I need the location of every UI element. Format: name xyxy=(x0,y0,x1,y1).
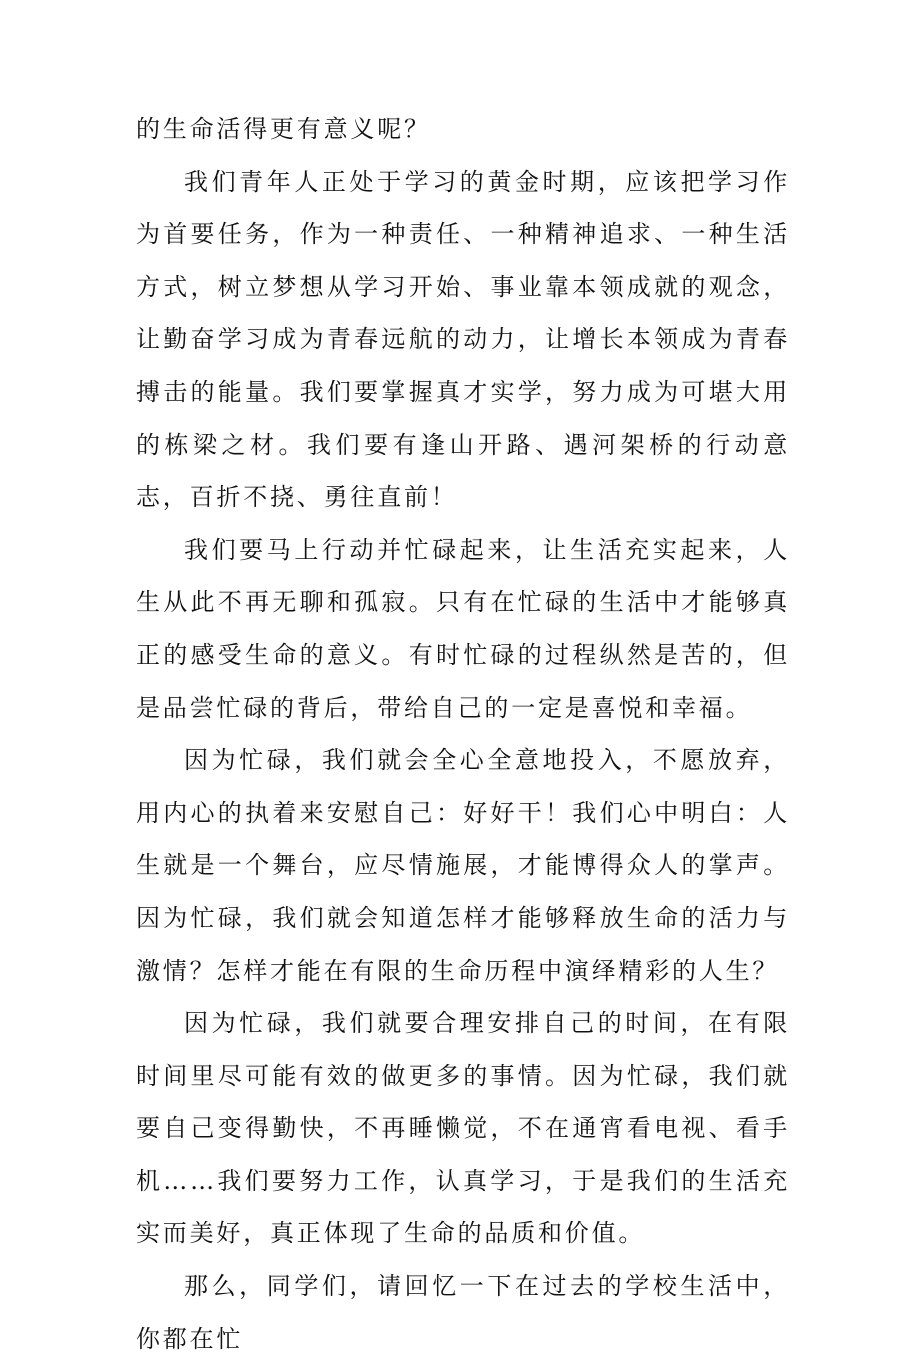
paragraph: 我们青年人正处于学习的黄金时期，应该把学习作为首要任务，作为一种责任、一种精神追求、一种生活方式，树立梦想从学习开始、事业靠本领成就的观念，让勤奋学习成为青春远航的动力，让增长本领成为青春搏击的能量。我们要掌握真才实学，努力成为可堪大用的栋梁之材。我们要有逢山开路、遇河架桥的行动意志，百折不挠、勇往直前！ xyxy=(136,167,790,512)
paragraph: 那么，同学们，请回忆一下在过去的学校生活中，你都在忙 xyxy=(136,1272,790,1353)
paragraph: 因为忙碌，我们就要合理安排自己的时间，在有限时间里尽可能有效的做更多的事情。因为忙碌，我们就要自己变得勤快，不再睡懒觉，不在通宵看电视、看手机……我们要努力工作，认真学习，于是我们的生活充实而美好，真正体现了生命的品质和价值。 xyxy=(136,1009,790,1248)
paragraph: 因为忙碌，我们就会全心全意地投入，不愿放弃，用内心的执着来安慰自己：好好干！我们心中明白：人生就是一个舞台，应尽情施展，才能博得众人的掌声。因为忙碌，我们就会知道怎样才能够释放生命的活力与激情？怎样才能在有限的生命历程中演绎精彩的人生？ xyxy=(136,746,790,985)
paragraph-continuation: 的生命活得更有意义呢？ xyxy=(136,115,431,143)
paragraph: 我们要马上行动并忙碌起来，让生活充实起来，人生从此不再无聊和孤寂。只有在忙碌的生活中才能够真正的感受生命的意义。有时忙碌的过程纵然是苦的，但是品尝忙碌的背后，带给自己的一定是喜悦和幸福。 xyxy=(136,535,790,722)
